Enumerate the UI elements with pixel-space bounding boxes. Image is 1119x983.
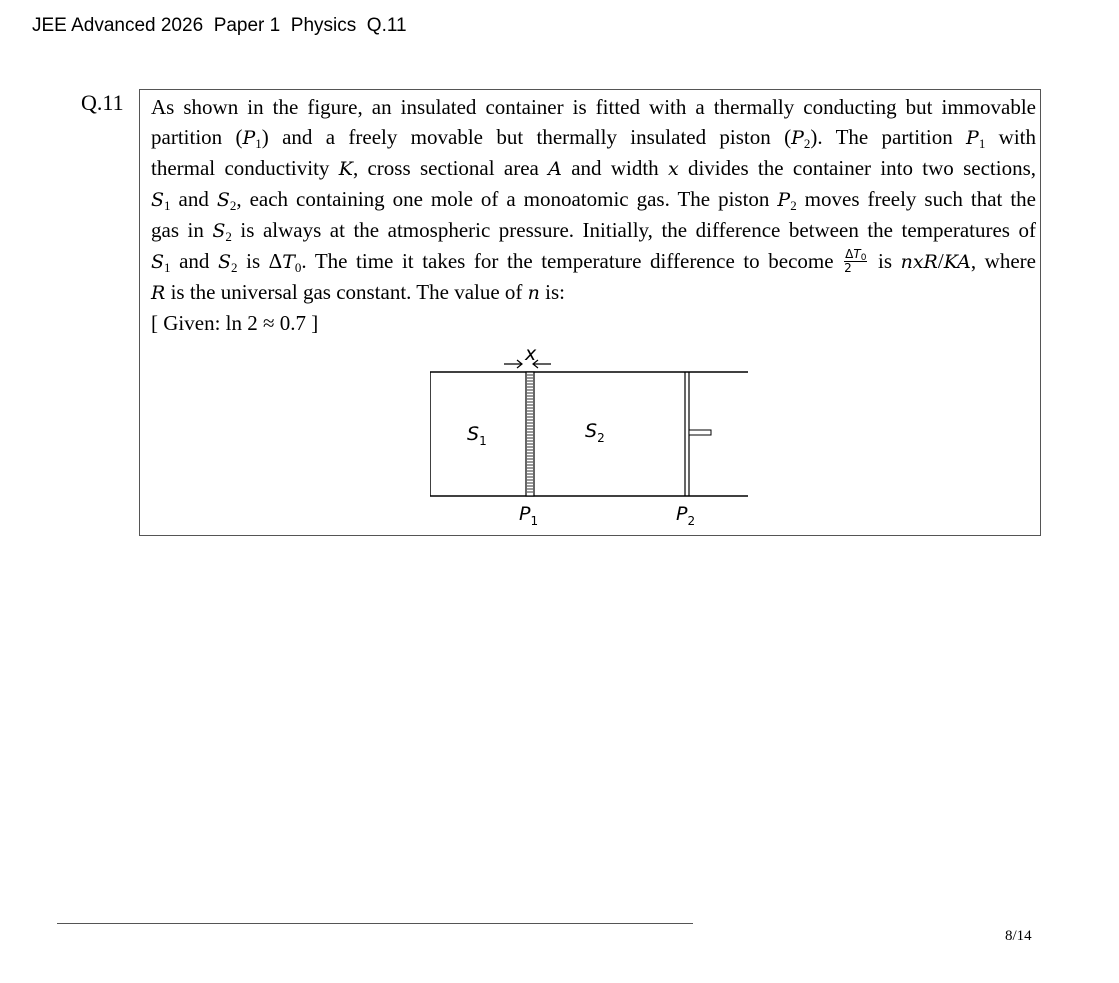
container-figure: [430, 340, 770, 540]
page-number: 8/14: [1005, 928, 1032, 944]
section-s2-label: $S_2$: [585, 420, 605, 445]
partition-p1-label: $P_1$: [519, 503, 539, 528]
piston-p2-label: $P_2$: [676, 503, 696, 528]
page-header: JEE Advanced 2026 Paper 1 Physics Q.11: [32, 15, 407, 36]
width-label: x: [525, 343, 537, 365]
fraction: $\frac{\Delta T_0}{2}$: [844, 246, 867, 275]
question-box: [139, 89, 1041, 536]
question-text: As shown in the figure, an insulated container is fitted with a thermally conducting but immovable partition $(P_1)$ and a freely movable but thermally insulated piston $(P_2)$. The partition $P_1$ with thermal conductivity K, cross sectional area A and width x divides the container into two sections, $S_1$ and $S_2$, each containing one mole of a monoatomic gas. The piston $P_2$ moves freely such that the gas in $S_2$ is always at the atmospheric pressure. Initially, the difference between the temperatures of $S_1$ and $S_2$ is $\Delta T_0$. The time it takes for the temperature difference to become $\frac{\Delta T_0}{2}$ is nxR/KA, where R is the universal gas constant. The value of n is: [ Given: ln 2 ≈ 0.7 ]: [151, 92, 1036, 338]
footer-rule: [57, 923, 693, 924]
piston-rod: [689, 430, 711, 435]
given-note: [ Given: ln 2 ≈ 0.7 ]: [151, 311, 319, 335]
question-number: Q.11: [81, 90, 124, 115]
section-s1-label: $S_1$: [467, 423, 487, 448]
